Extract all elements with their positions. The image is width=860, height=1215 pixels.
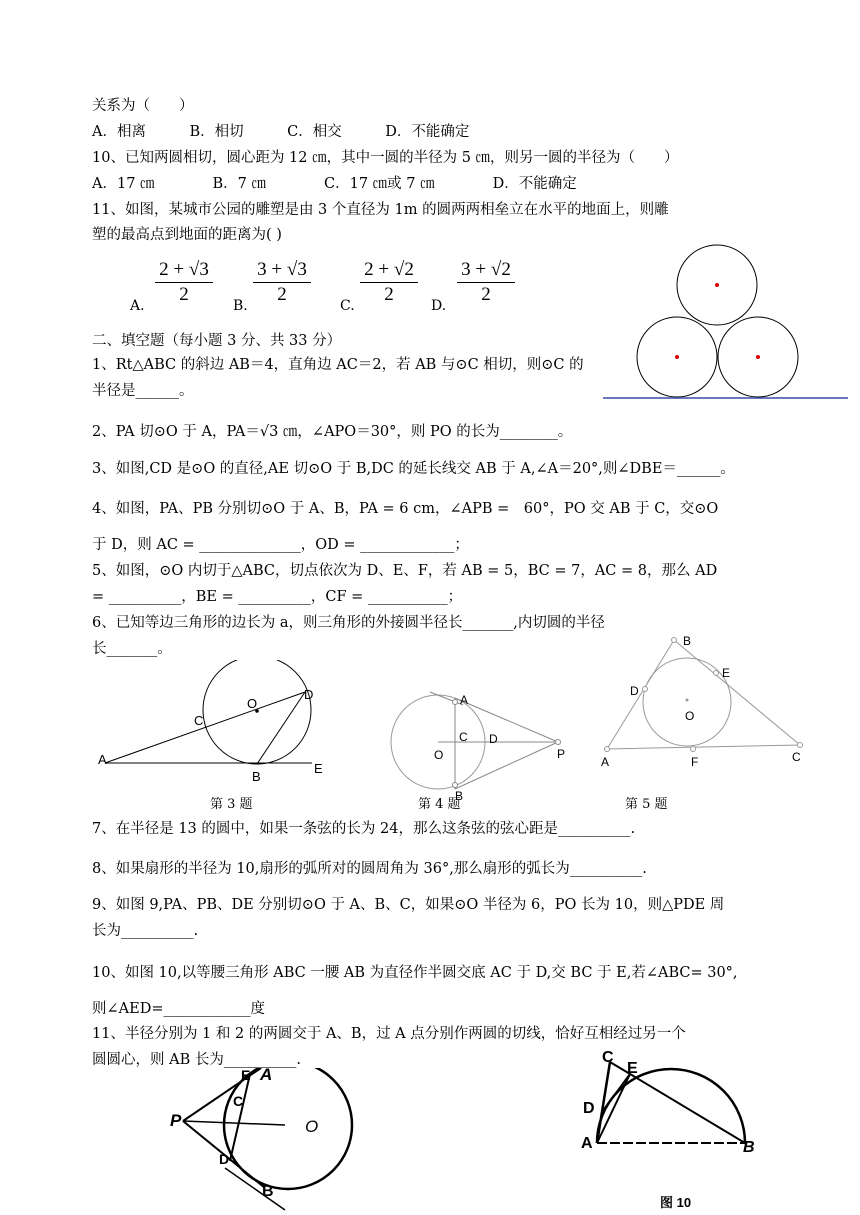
f9-line-po bbox=[183, 1121, 285, 1125]
option-d-fraction bbox=[457, 258, 515, 307]
f5-label-f: F bbox=[691, 755, 699, 769]
f4-label-b: B bbox=[455, 789, 464, 803]
figure-10 bbox=[575, 1050, 775, 1210]
f4-tangent-pa bbox=[455, 698, 558, 742]
f5-label-e: E bbox=[722, 666, 731, 680]
f3-label-e: E bbox=[314, 761, 323, 776]
f9-label-b: B bbox=[262, 1183, 274, 1200]
f4-label-c: C bbox=[459, 730, 468, 744]
option-b-denominator: 2 bbox=[277, 284, 287, 305]
option-c-numerator: 2 + √2 bbox=[360, 258, 418, 283]
f5-point-a bbox=[605, 747, 610, 752]
figure-9 bbox=[165, 1068, 365, 1215]
option-d-denominator: 2 bbox=[481, 284, 491, 305]
f5-label-a: A bbox=[601, 755, 610, 769]
section-two-heading: 二、填空题（每小题 3 分、共 33 分） bbox=[92, 333, 342, 349]
figure-q5 bbox=[595, 632, 810, 772]
fill-q10-line1: 10、如图 10,以等腰三角形 ABC 一腰 AB 为直径作半圆交底 AC 于 D,交 BC 于 E,若∠ABC= 30°, bbox=[92, 965, 738, 981]
stacked-circles-figure bbox=[600, 238, 860, 408]
f3-label-b: B bbox=[252, 769, 261, 784]
f5-point-d bbox=[643, 687, 648, 692]
q9-options: A．相离 B．相切 C．相交 D．不能确定 bbox=[92, 124, 470, 140]
option-d-numerator: 3 + √2 bbox=[457, 258, 515, 283]
fill-q6-line1: 6、已知等边三角形的边长为 a，则三角形的外接圆半径长_______,内切圆的半径 bbox=[92, 615, 605, 631]
f5-point-c bbox=[798, 743, 803, 748]
fill-q4-line2: 于 D，则 AC = ______________，OD = _____________； bbox=[92, 537, 469, 553]
q9-stem-end: 关系为（ ） bbox=[92, 98, 194, 114]
option-a-denominator: 2 bbox=[179, 284, 189, 305]
f9-label-d: D bbox=[219, 1151, 230, 1167]
option-c-denominator: 2 bbox=[384, 284, 394, 305]
f3-label-d: D bbox=[304, 687, 314, 702]
fill-q5-line1: 5、如图，⊙O 内切于△ABC，切点依次为 D、E、F，若 AB = 5，BC = 7，AC = 8，那么 AD bbox=[92, 563, 718, 579]
f4-label-p: P bbox=[557, 747, 566, 761]
q10-stem: 10、已知两圆相切，圆心距为 12 ㎝，其中一圆的半径为 5 ㎝，则另一圆的半径为（ ） bbox=[92, 150, 679, 166]
f4-label-d: D bbox=[489, 732, 498, 746]
f9-label-e: E bbox=[241, 1068, 251, 1083]
f10-label-d: D bbox=[583, 1100, 595, 1117]
f3-label-o: O bbox=[247, 696, 258, 711]
f3-line-ad bbox=[105, 692, 305, 763]
fill-q3: 3、如图,CD 是⊙O 的直径,AE 切⊙O 于 B,DC 的延长线交 AB 于 A,∠A＝20°,则∠DBE＝______。 bbox=[92, 461, 735, 477]
fill-q6-line2: 长_______。 bbox=[92, 641, 172, 657]
top-center-dot bbox=[715, 283, 719, 287]
option-a-fraction bbox=[155, 258, 213, 307]
f3-label-c: C bbox=[194, 713, 204, 728]
f9-label-a: A bbox=[260, 1068, 273, 1084]
option-c-fraction bbox=[360, 258, 418, 307]
option-b-letter: B. bbox=[233, 298, 248, 314]
f5-point-e bbox=[714, 671, 719, 676]
fill-q2: 2、PA 切⊙O 于 A，PA＝√3 ㎝，∠APO＝30°，则 PO 的长为________。 bbox=[92, 424, 573, 440]
caption-q4: 第 4 题 bbox=[418, 797, 461, 812]
f9-label-o: O bbox=[305, 1117, 319, 1136]
option-b-numerator: 3 + √3 bbox=[253, 258, 311, 283]
f3-label-a: A bbox=[98, 752, 107, 767]
fill-q9-line1: 9、如图 9,PA、PB、DE 分别切⊙O 于 A、B、C，如果⊙O 半径为 6，PO 长为 10，则△PDE 周 bbox=[92, 897, 725, 913]
fill-q1-line1: 1、Rt△ABC 的斜边 AB＝4，直角边 AC＝2，若 AB 与⊙C 相切，则⊙C 的 bbox=[92, 357, 584, 373]
option-a-letter: A. bbox=[130, 298, 145, 314]
f4-point-p bbox=[556, 740, 561, 745]
f10-semicircle bbox=[597, 1069, 745, 1143]
f10-label-c: C bbox=[602, 1050, 614, 1066]
fill-q11-line1: 11、半径分别为 1 和 2 的两圆交于 A、B，过 A 点分别作两圆的切线，恰好互相经过另一个 bbox=[92, 1026, 686, 1042]
f5-label-d: D bbox=[630, 684, 639, 698]
f5-label-o: O bbox=[685, 709, 695, 723]
f10-label-b: B bbox=[743, 1139, 755, 1156]
caption-figure-10: 图 10 bbox=[660, 1195, 692, 1210]
caption-q3: 第 3 题 bbox=[210, 797, 253, 812]
f9-label-c: C bbox=[233, 1093, 244, 1109]
f5-label-b: B bbox=[683, 634, 692, 648]
option-c-letter: C. bbox=[340, 298, 355, 314]
right-center-dot bbox=[756, 355, 760, 359]
fill-q8: 8、如果扇形的半径为 10,扇形的弧所对的圆周角为 36°,那么扇形的弧长为__________. bbox=[92, 861, 647, 877]
f4-label-o: O bbox=[434, 748, 444, 762]
option-b-fraction bbox=[253, 258, 311, 307]
option-a-numerator: 2 + √3 bbox=[155, 258, 213, 283]
q11-stem-line2: 塑的最高点到地面的距离为( ) bbox=[92, 227, 282, 243]
fill-q11-line2: 圆圆心，则 AB 长为__________. bbox=[92, 1052, 301, 1068]
option-d-letter: D. bbox=[431, 298, 447, 314]
q10-options: A．17 ㎝ B．7 ㎝ C．17 ㎝或 7 ㎝ D．不能确定 bbox=[92, 176, 577, 192]
f4-point-b bbox=[453, 783, 458, 788]
fill-q4-line1: 4、如图，PA、PB 分别切⊙O 于 A、B，PA = 6 cm，∠APB = 60°，PO 交 AB 于 C，交⊙O bbox=[92, 501, 719, 517]
f9-label-p: P bbox=[170, 1111, 182, 1130]
f4-tangent-pb bbox=[455, 742, 558, 789]
f4-point-a bbox=[453, 700, 458, 705]
fill-q5-line2: = __________，BE = __________，CF = ___________； bbox=[92, 589, 463, 605]
f10-label-e: E bbox=[627, 1060, 638, 1077]
f10-label-a: A bbox=[581, 1135, 593, 1152]
fill-q1-line2: 半径是______。 bbox=[92, 383, 194, 399]
f4-extension bbox=[430, 692, 463, 705]
fill-q7: 7、在半径是 13 的圆中，如果一条弦的长为 24，那么这条弦的弦心距是__________. bbox=[92, 821, 636, 837]
f4-label-a: A bbox=[460, 693, 469, 707]
left-center-dot bbox=[675, 355, 679, 359]
f5-center-o bbox=[686, 699, 689, 702]
f5-point-f bbox=[691, 747, 696, 752]
figure-q3 bbox=[90, 660, 340, 785]
f5-point-b bbox=[672, 638, 677, 643]
caption-q5: 第 5 题 bbox=[625, 797, 668, 812]
q11-stem-line1: 11、如图，某城市公园的雕塑是由 3 个直径为 1m 的圆两两相垒立在水平的地面上，则雕 bbox=[92, 202, 669, 218]
fill-q10-line2: 则∠AED=____________度 bbox=[92, 1001, 265, 1017]
f5-label-c: C bbox=[792, 750, 801, 764]
f3-chord-bd bbox=[257, 692, 305, 764]
fill-q9-line2: 长为__________. bbox=[92, 923, 199, 939]
figure-q4 bbox=[385, 685, 585, 803]
